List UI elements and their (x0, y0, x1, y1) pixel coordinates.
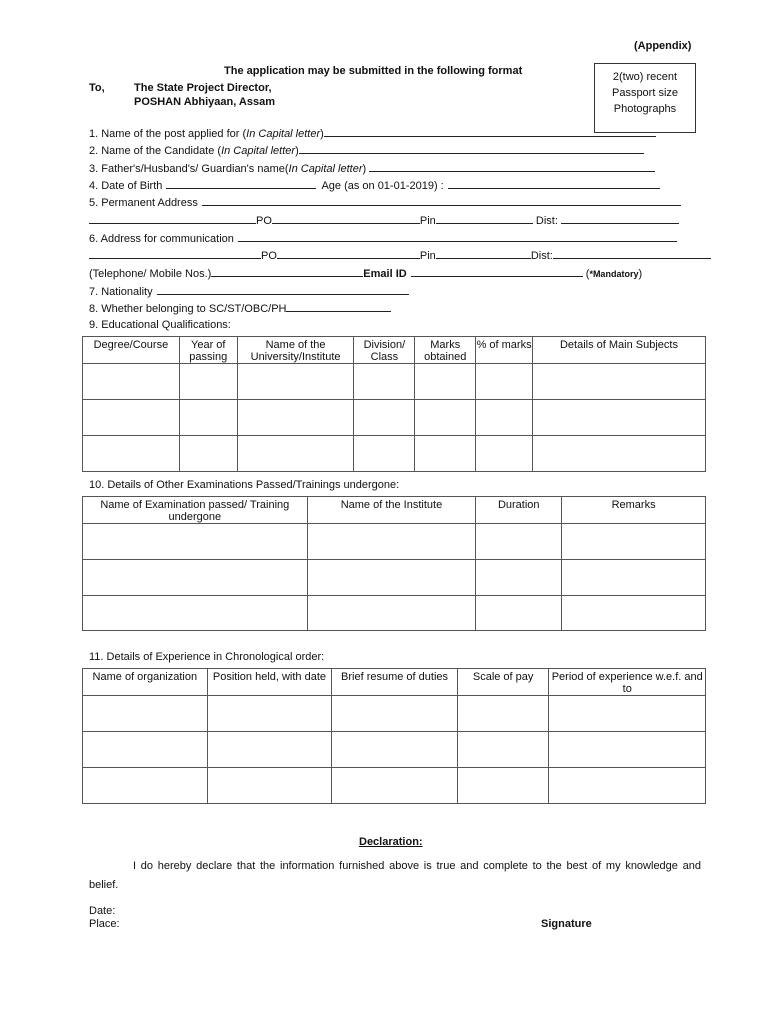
experience-header-row (83, 669, 706, 696)
table-cell[interactable] (476, 596, 562, 631)
table-cell[interactable] (476, 400, 533, 436)
edu-col-university: Name of the University/Institute (237, 337, 354, 364)
edu-col-marks: Marks obtained (415, 337, 476, 364)
table-cell[interactable] (549, 696, 706, 732)
field-contact (89, 266, 642, 280)
table-row (83, 364, 706, 400)
table-cell[interactable] (457, 696, 549, 732)
pin-label-2: Pin (419, 250, 436, 262)
field-post-applied (89, 126, 656, 140)
table-cell[interactable] (307, 560, 476, 596)
field-education-heading: 9. Educational Qualifications: (89, 319, 231, 331)
table-cell[interactable] (476, 560, 562, 596)
nationality-blank[interactable] (157, 284, 409, 295)
po-blank-2[interactable] (277, 248, 420, 259)
candidate-name-blank[interactable] (299, 143, 644, 154)
table-cell[interactable] (83, 364, 180, 400)
table-row (83, 596, 706, 631)
table-row (83, 524, 706, 560)
table-cell[interactable] (457, 732, 549, 768)
field-communication-address-2 (89, 248, 711, 262)
table-cell[interactable] (476, 436, 533, 472)
table-cell[interactable] (332, 768, 458, 804)
edu-col-division: Division/ Class (354, 337, 415, 364)
mandatory-close: ) (638, 268, 643, 280)
dob-blank[interactable] (166, 178, 316, 189)
po-label: PO (256, 215, 272, 227)
email-label: Email ID (363, 268, 407, 280)
field-candidate-name (89, 143, 644, 157)
edu-col-year: Year of passing (179, 337, 237, 364)
exams-col-duration: Duration (476, 497, 562, 524)
po-label-2: PO (261, 250, 277, 262)
table-cell[interactable] (83, 732, 208, 768)
table-cell[interactable] (562, 560, 706, 596)
date-label: Date: (89, 905, 116, 917)
table-cell[interactable] (562, 524, 706, 560)
exp-col-period: Period of experience w.e.f. and to (549, 669, 706, 696)
table-row (83, 696, 706, 732)
table-cell[interactable] (83, 696, 208, 732)
dist-blank[interactable] (561, 213, 679, 224)
appendix-label: (Appendix) (634, 40, 692, 52)
table-cell[interactable] (207, 732, 332, 768)
table-cell[interactable] (415, 400, 476, 436)
table-cell[interactable] (207, 768, 332, 804)
experience-table (82, 668, 706, 804)
table-cell[interactable] (83, 436, 180, 472)
exams-table (82, 496, 706, 631)
table-cell[interactable] (83, 768, 208, 804)
exams-col-remarks: Remarks (562, 497, 706, 524)
po-blank[interactable] (272, 213, 420, 224)
table-row (83, 768, 706, 804)
declaration-text: I do hereby declare that the information furnished above is true and complete to the best of my knowledge and belief. (89, 860, 701, 891)
telephone-label: (Telephone/ Mobile Nos.) (89, 268, 212, 280)
table-cell[interactable] (83, 560, 308, 596)
table-cell[interactable] (179, 400, 237, 436)
table-cell[interactable] (332, 732, 458, 768)
table-row (83, 732, 706, 768)
permanent-address-line2-blank[interactable] (89, 213, 256, 224)
table-cell[interactable] (237, 364, 354, 400)
post-applied-blank[interactable] (324, 126, 656, 137)
email-blank[interactable] (411, 266, 583, 277)
exp-col-pay: Scale of pay (457, 669, 549, 696)
dist-label: Dist: (535, 215, 558, 227)
table-cell[interactable] (457, 768, 549, 804)
field-communication-label: 6. Address for communication (89, 233, 234, 245)
field-permanent-label: 5. Permanent Address (89, 197, 198, 209)
table-cell[interactable] (83, 596, 308, 631)
exp-col-duties: Brief resume of duties (332, 669, 458, 696)
photo-line-2: Passport size (611, 87, 679, 99)
table-row (83, 560, 706, 596)
photo-box (594, 63, 696, 133)
to-label: To, (89, 82, 105, 94)
table-cell[interactable] (237, 400, 354, 436)
age-blank[interactable] (448, 178, 660, 189)
edu-col-percent: % of marks (476, 337, 533, 364)
field-permanent-address (89, 195, 681, 209)
field-post-suffix: ) (320, 128, 324, 140)
telephone-blank[interactable] (211, 266, 363, 277)
table-cell[interactable] (476, 524, 562, 560)
edu-col-subjects: Details of Main Subjects (532, 337, 705, 364)
table-cell[interactable] (532, 436, 705, 472)
field-candidate-label: 2. Name of the Candidate ( (89, 145, 222, 157)
category-blank[interactable] (286, 301, 391, 312)
pin-label: Pin (419, 215, 436, 227)
photo-line-1: 2(two) recent (612, 71, 678, 83)
table-cell[interactable] (354, 436, 415, 472)
table-cell[interactable] (179, 436, 237, 472)
place-label: Place: (89, 918, 120, 930)
form-instruction: The application may be submitted in the following format (224, 65, 523, 77)
field-guardian-label: 3. Father's/Husband's/ Guardian's name( (89, 163, 289, 175)
addressee-line-1: The State Project Director, (134, 82, 272, 94)
exams-header-row (83, 497, 706, 524)
table-cell[interactable] (237, 436, 354, 472)
edu-col-degree: Degree/Course (83, 337, 180, 364)
experience-heading: 11. Details of Experience in Chronological order: (89, 651, 325, 663)
field-post-italic: In Capital letter (246, 128, 321, 140)
field-candidate-italic: In Capital letter (221, 145, 296, 157)
exams-heading: 10. Details of Other Examinations Passed/Trainings undergone: (89, 479, 400, 491)
field-age-label: Age (as on 01-01-2019) : (321, 180, 444, 192)
field-nationality (89, 284, 409, 298)
education-table (82, 336, 706, 472)
table-cell[interactable] (532, 364, 705, 400)
table-cell[interactable] (549, 768, 706, 804)
table-cell[interactable] (476, 364, 533, 400)
education-header-row (83, 337, 706, 364)
field-permanent-address-2 (89, 213, 679, 227)
exp-col-position: Position held, with date (207, 669, 332, 696)
permanent-address-blank[interactable] (202, 195, 681, 206)
table-cell[interactable] (332, 696, 458, 732)
exp-col-organization: Name of organization (83, 669, 208, 696)
declaration-heading: Declaration: (359, 836, 423, 848)
field-category (89, 301, 391, 315)
table-cell[interactable] (354, 364, 415, 400)
table-cell[interactable] (83, 400, 180, 436)
mandatory-note: *Mandatory (589, 269, 639, 279)
pin-blank-2[interactable] (436, 248, 531, 259)
table-cell[interactable] (179, 364, 237, 400)
communication-line2-blank[interactable] (89, 248, 261, 259)
field-date-of-birth (89, 178, 660, 192)
table-row (83, 436, 706, 472)
table-cell[interactable] (83, 524, 308, 560)
nationality-label: 7. Nationality (89, 286, 153, 298)
table-cell[interactable] (207, 696, 332, 732)
table-cell[interactable] (549, 732, 706, 768)
table-cell[interactable] (354, 400, 415, 436)
mandatory-open: ( (585, 268, 590, 280)
signature-label: Signature (541, 918, 592, 930)
field-guardian-suffix: ) (362, 163, 367, 175)
table-cell[interactable] (532, 400, 705, 436)
field-guardian-name (89, 161, 655, 175)
table-row (83, 400, 706, 436)
category-label: 8. Whether belonging to SC/ST/OBC/PH (89, 303, 287, 315)
exams-col-institute: Name of the Institute (307, 497, 476, 524)
photo-line-3: Photographs (613, 103, 677, 115)
dist-blank-2[interactable] (553, 248, 711, 259)
pin-blank[interactable] (436, 213, 533, 224)
table-cell[interactable] (415, 436, 476, 472)
table-cell[interactable] (415, 364, 476, 400)
exams-col-name: Name of Examination passed/ Training undergone (83, 497, 308, 524)
addressee-line-2: POSHAN Abhiyaan, Assam (134, 96, 276, 108)
field-candidate-suffix: ) (295, 145, 299, 157)
table-cell[interactable] (562, 596, 706, 631)
field-post-label: 1. Name of the post applied for ( (89, 128, 247, 140)
field-communication-address (89, 231, 677, 245)
dist-label-2: Dist: (530, 250, 553, 262)
field-guardian-italic: In Capital letter (288, 163, 363, 175)
field-dob-label: 4. Date of Birth (89, 180, 163, 192)
communication-address-blank[interactable] (238, 231, 677, 242)
table-cell[interactable] (307, 596, 476, 631)
table-cell[interactable] (307, 524, 476, 560)
guardian-name-blank[interactable] (369, 161, 655, 172)
